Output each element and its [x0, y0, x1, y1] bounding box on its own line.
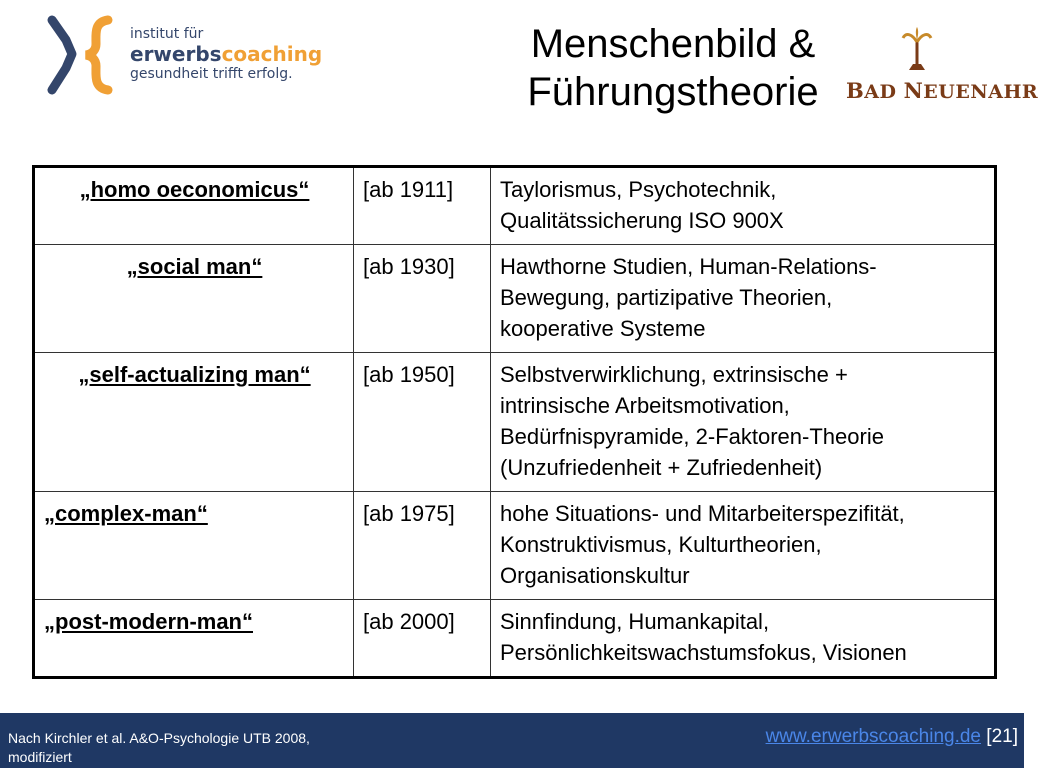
description-line: Taylorismus, Psychotechnik, [500, 177, 777, 202]
website-link[interactable]: www.erwerbscoaching.de [765, 726, 982, 747]
description-line: Hawthorne Studien, Human-Relations- [500, 254, 877, 279]
description-line: Selbstverwirklichung, extrinsische + [500, 362, 848, 387]
description-line: Persönlichkeitswachstumsfokus, Visionen [500, 640, 907, 665]
footer-right [766, 726, 1018, 748]
description-line: Sinnfindung, Humankapital, [500, 609, 770, 634]
source-note [8, 729, 310, 767]
brand-b: B [846, 78, 865, 103]
description-cell [491, 245, 996, 353]
brand-euenahr: EUENAHR [923, 81, 1038, 103]
year-cell: [ab 1950] [354, 353, 491, 492]
term-label: „social man“ [126, 254, 263, 279]
page-title [500, 20, 846, 116]
bad-neuenahr-logo [838, 26, 1038, 106]
description-cell [491, 600, 996, 678]
year-cell: [ab 1930] [354, 245, 491, 353]
year-cell: [ab 1975] [354, 492, 491, 600]
description-cell [491, 492, 996, 600]
brand-ad: AD [864, 81, 904, 103]
title-line-2: Führungstheorie [527, 70, 819, 114]
description-line: Organisationskultur [500, 563, 690, 588]
fountain-icon [900, 26, 934, 72]
year-cell: [ab 1911] [354, 167, 491, 245]
table-row [34, 167, 996, 245]
table-row [34, 600, 996, 678]
description-line: kooperative Systeme [500, 316, 706, 341]
logo-line-3: gesundheit trifft erfolg. [130, 66, 293, 82]
title-line-1: Menschenbild & [530, 22, 816, 66]
term-label: „complex-man“ [44, 501, 208, 526]
year-cell: [ab 2000] [354, 600, 491, 678]
institute-logo [44, 14, 334, 100]
description-line: (Unzufriedenheit + Zufriedenheit) [500, 455, 823, 480]
description-cell [491, 167, 996, 245]
logo-coaching: coaching [221, 42, 323, 66]
source-line-2: modifiziert [8, 749, 72, 765]
term-label: „homo oeconomicus“ [79, 177, 310, 202]
term-cell [34, 600, 354, 678]
description-line: Bewegung, partizipative Theorien, [500, 285, 833, 310]
term-cell [34, 492, 354, 600]
logo-line-2 [130, 42, 322, 66]
description-line: Qualitätssicherung ISO 900X [500, 208, 784, 233]
source-line-1: Nach Kirchler et al. A&O-Psychologie UTB 2008, [8, 730, 310, 746]
description-line: intrinsische Arbeitsmotivation, [500, 393, 790, 418]
brand-n: N [903, 78, 924, 103]
theory-table [32, 165, 997, 679]
description-line: Bedürfnispyramide, 2-Faktoren-Theorie [500, 424, 884, 449]
brackets-logo-icon [44, 14, 124, 100]
description-line: Konstruktivismus, Kulturtheorien, [500, 532, 822, 557]
description-cell [491, 353, 996, 492]
term-cell [34, 167, 354, 245]
brand-name [846, 78, 1038, 103]
table-row [34, 245, 996, 353]
logo-line-1: institut für [130, 26, 204, 42]
description-line: hohe Situations- und Mitarbeiterspezifität, [500, 501, 905, 526]
term-cell [34, 353, 354, 492]
footer-bar [0, 713, 1024, 768]
table-row [34, 492, 996, 600]
term-cell [34, 245, 354, 353]
logo-erwerbs: erwerbs [130, 42, 222, 66]
page-number: [21] [986, 726, 1018, 747]
term-label: „self-actualizing man“ [78, 362, 311, 387]
term-label: „post-modern-man“ [44, 609, 253, 634]
table-row [34, 353, 996, 492]
